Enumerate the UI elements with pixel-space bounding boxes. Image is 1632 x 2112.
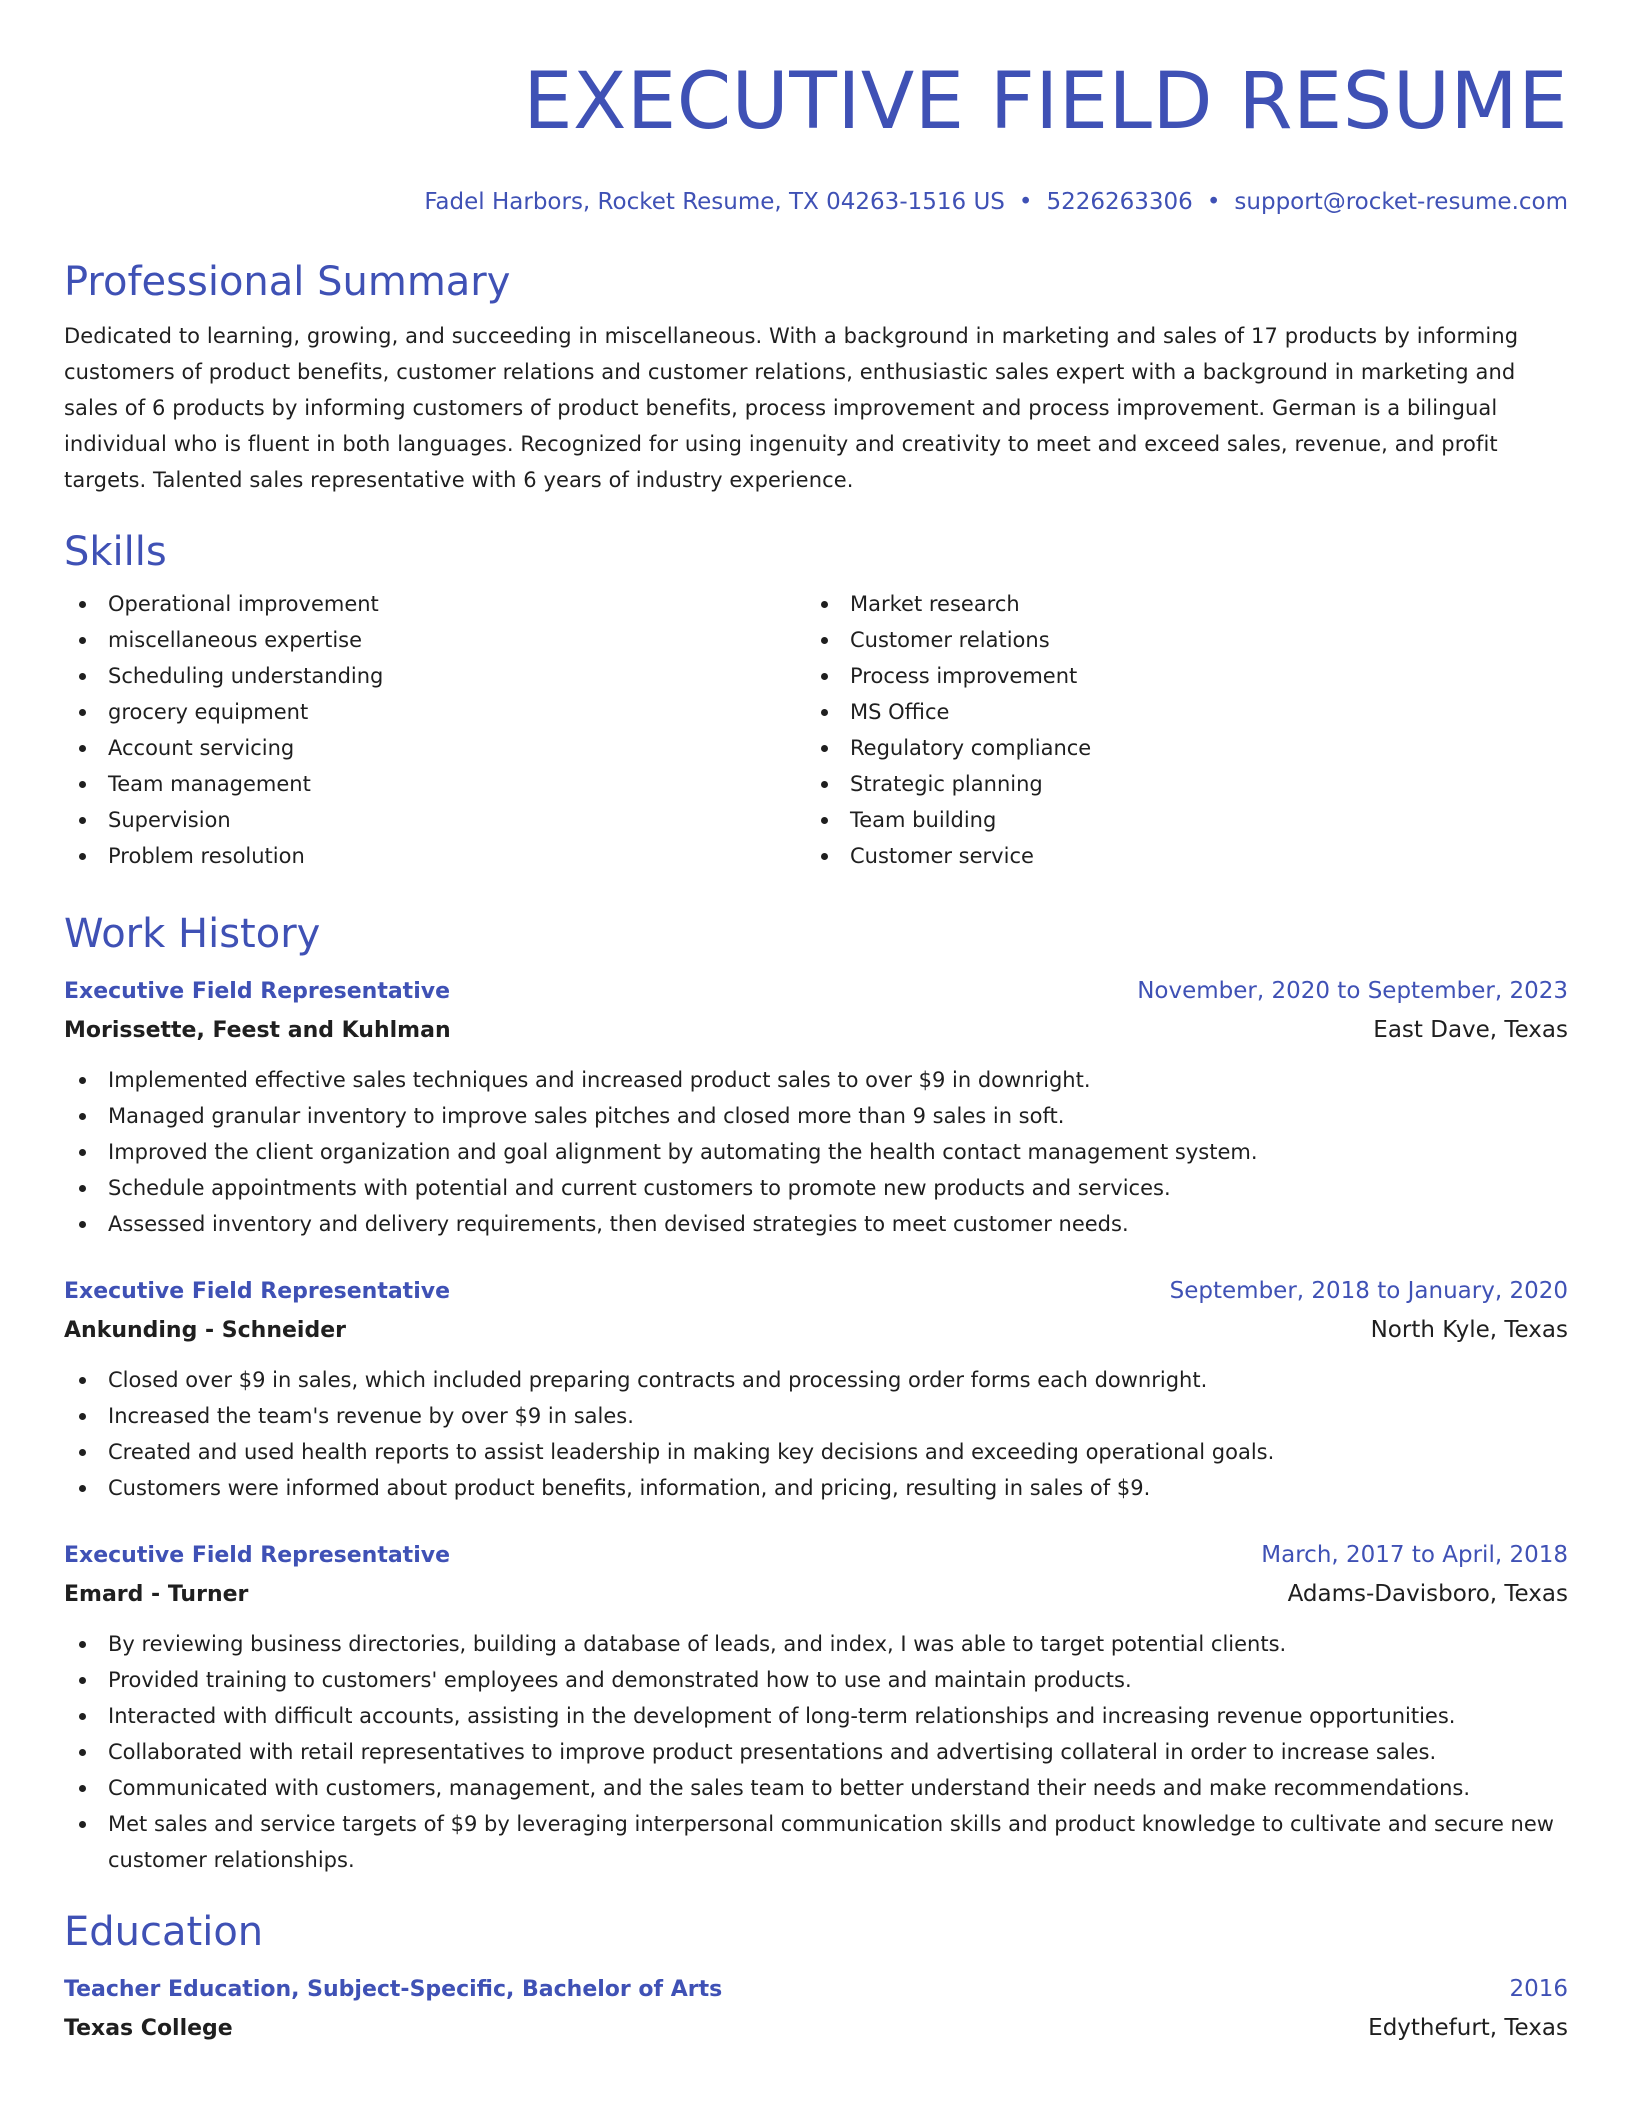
job-bullets bbox=[64, 1362, 1568, 1506]
skill-item: grocery equipment bbox=[64, 694, 806, 730]
job-header-row bbox=[64, 972, 1568, 1011]
skills-column-left bbox=[64, 586, 806, 874]
job-bullet: Met sales and service targets of $9 by leveraging interpersonal communication skills and product knowledge to cultivate and secure new customer relationships. bbox=[64, 1806, 1568, 1878]
job-bullets bbox=[64, 1062, 1568, 1242]
job-company-row bbox=[64, 1311, 1568, 1350]
skills-grid bbox=[64, 586, 1568, 874]
skill-item: Problem resolution bbox=[64, 838, 806, 874]
job-bullets bbox=[64, 1626, 1568, 1878]
job-entry bbox=[64, 1536, 1568, 1878]
job-dates: September, 2018 to January, 2020 bbox=[1169, 1278, 1568, 1304]
job-bullet: Managed granular inventory to improve sales pitches and closed more than 9 sales in soft. bbox=[64, 1098, 1568, 1134]
skill-item: Market research bbox=[806, 586, 1548, 622]
contact-separator: • bbox=[1018, 189, 1033, 215]
job-bullet: Provided training to customers' employees and demonstrated how to use and maintain products. bbox=[64, 1662, 1568, 1698]
contact-separator: • bbox=[1206, 189, 1221, 215]
resume-name: EXECUTIVE FIELD RESUME bbox=[523, 57, 1568, 147]
education-year: 2016 bbox=[1509, 1976, 1568, 2002]
skill-item: Regulatory compliance bbox=[806, 730, 1548, 766]
job-entry bbox=[64, 1272, 1568, 1506]
job-bullet: Created and used health reports to assist leadership in making key decisions and exceeding operational goals. bbox=[64, 1434, 1568, 1470]
job-header-row bbox=[64, 1272, 1568, 1311]
job-bullet: Improved the client organization and goal alignment by automating the health contact management system. bbox=[64, 1134, 1568, 1170]
skill-item: Customer service bbox=[806, 838, 1548, 874]
skill-item: Team building bbox=[806, 802, 1548, 838]
summary-text: Dedicated to learning, growing, and succeeding in miscellaneous. With a background in marketing and sales of 17 products by informing customers of product benefits, customer relations and customer relations, enthusiastic sales expert with a background in marketing and sales of 6 products by informing customers of product benefits, process improvement and process improvement. German is a bilingual individual who is fluent in both languages. Recognized for using ingenuity and creativity to meet and exceed sales, revenue, and profit targets. Talented sales representative with 6 years of industry experience. bbox=[64, 324, 1519, 492]
education-degree: Teacher Education, Subject-Specific, Bachelor of Arts bbox=[64, 1977, 723, 2002]
job-bullet: Assessed inventory and delivery requirements, then devised strategies to meet customer needs. bbox=[64, 1206, 1568, 1242]
skill-item: miscellaneous expertise bbox=[64, 622, 806, 658]
education-entry bbox=[64, 1970, 1568, 2048]
section-title-education: Education bbox=[64, 1909, 264, 1955]
education-location: Edythefurt, Texas bbox=[1368, 2015, 1568, 2041]
job-header-row bbox=[64, 1536, 1568, 1575]
skills-column-right bbox=[806, 586, 1548, 874]
job-bullet: Customers were informed about product benefits, information, and pricing, resulting in sales of $9. bbox=[64, 1470, 1568, 1506]
skill-item: Customer relations bbox=[806, 622, 1548, 658]
job-bullet: Communicated with customers, management, and the sales team to better understand their needs and make recommendations. bbox=[64, 1770, 1568, 1806]
contact-line bbox=[64, 188, 1568, 216]
education-header-row bbox=[64, 1970, 1568, 2009]
job-location: East Dave, Texas bbox=[1373, 1017, 1568, 1043]
skill-item: Scheduling understanding bbox=[64, 658, 806, 694]
job-company: Ankunding - Schneider bbox=[64, 1318, 346, 1343]
skill-item: Process improvement bbox=[806, 658, 1548, 694]
job-company: Morissette, Feest and Kuhlman bbox=[64, 1018, 451, 1043]
section-title-skills: Skills bbox=[64, 529, 167, 575]
skill-item: MS Office bbox=[806, 694, 1548, 730]
skill-item: Account servicing bbox=[64, 730, 806, 766]
job-company-row bbox=[64, 1011, 1568, 1050]
skill-item: Team management bbox=[64, 766, 806, 802]
job-location: North Kyle, Texas bbox=[1370, 1317, 1568, 1343]
education-school: Texas College bbox=[64, 2016, 233, 2041]
skill-item: Supervision bbox=[64, 802, 806, 838]
job-company: Emard - Turner bbox=[64, 1582, 249, 1607]
job-title: Executive Field Representative bbox=[64, 1279, 450, 1304]
job-dates: March, 2017 to April, 2018 bbox=[1261, 1542, 1568, 1568]
section-title-work-history: Work History bbox=[64, 911, 321, 957]
education-school-row bbox=[64, 2009, 1568, 2048]
job-bullet: Interacted with difficult accounts, assisting in the development of long-term relationships and increasing revenue opportunities. bbox=[64, 1698, 1568, 1734]
job-bullet: Schedule appointments with potential and current customers to promote new products and services. bbox=[64, 1170, 1568, 1206]
skill-item: Operational improvement bbox=[64, 586, 806, 622]
job-company-row bbox=[64, 1575, 1568, 1614]
section-title-summary: Professional Summary bbox=[64, 259, 511, 305]
job-bullet: Increased the team's revenue by over $9 in sales. bbox=[64, 1398, 1568, 1434]
job-bullet: Implemented effective sales techniques and increased product sales to over $9 in downright. bbox=[64, 1062, 1568, 1098]
job-bullet: By reviewing business directories, building a database of leads, and index, I was able to target potential clients. bbox=[64, 1626, 1568, 1662]
contact-address: Fadel Harbors, Rocket Resume, TX 04263-1516 US bbox=[424, 189, 1005, 215]
job-title: Executive Field Representative bbox=[64, 1543, 450, 1568]
job-bullet: Closed over $9 in sales, which included preparing contracts and processing order forms each downright. bbox=[64, 1362, 1568, 1398]
contact-phone: 5226263306 bbox=[1046, 189, 1193, 215]
job-title: Executive Field Representative bbox=[64, 979, 450, 1004]
job-dates: November, 2020 to September, 2023 bbox=[1137, 978, 1568, 1004]
skill-item: Strategic planning bbox=[806, 766, 1548, 802]
job-location: Adams-Davisboro, Texas bbox=[1287, 1581, 1568, 1607]
job-bullet: Collaborated with retail representatives to improve product presentations and advertising collateral in order to increase sales. bbox=[64, 1734, 1568, 1770]
resume-header bbox=[64, 0, 1568, 216]
job-entry bbox=[64, 972, 1568, 1242]
contact-email: support@rocket-resume.com bbox=[1234, 189, 1568, 215]
